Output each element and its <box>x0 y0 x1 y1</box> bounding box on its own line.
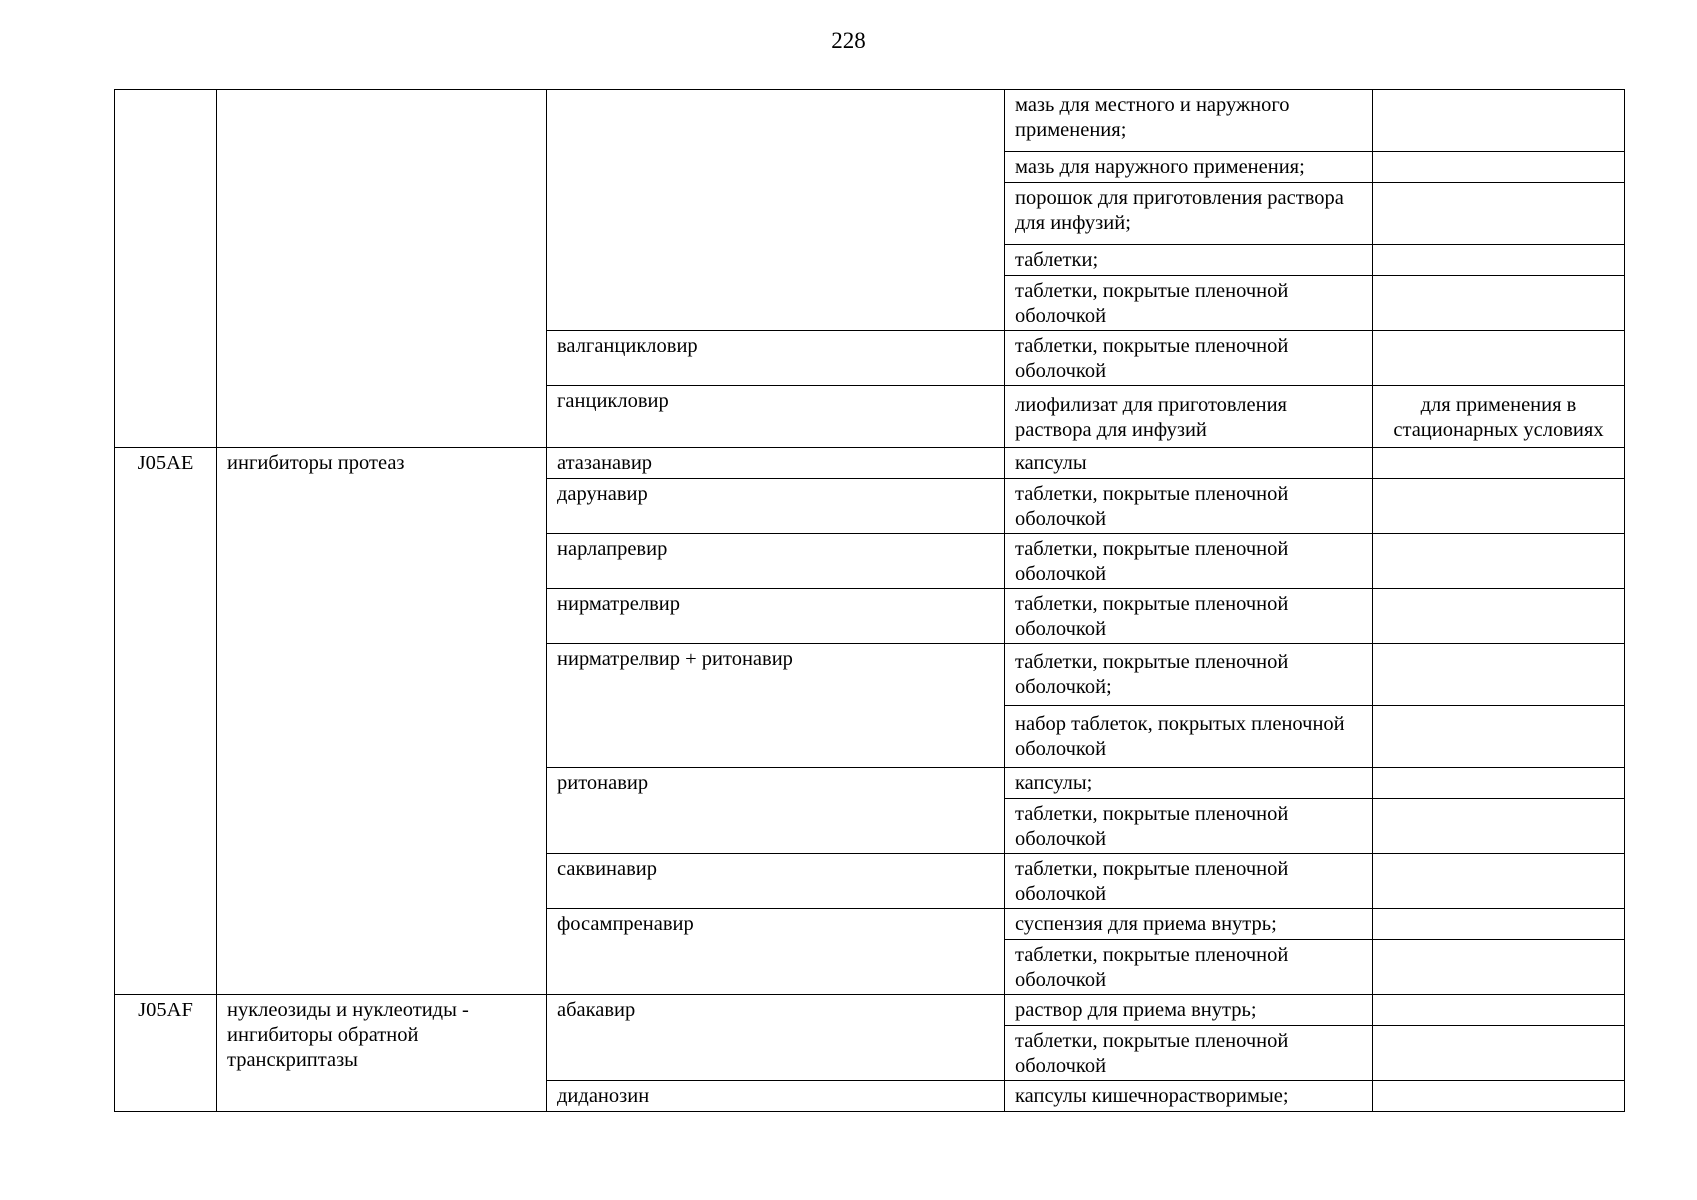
note-cell <box>1373 534 1625 589</box>
dosage-form-cell: таблетки, покрытые пленочной оболочкой <box>1005 534 1373 589</box>
note-cell: для применения в стационарных условиях <box>1373 386 1625 448</box>
group-name-cell <box>217 90 547 448</box>
note-cell <box>1373 479 1625 534</box>
note-cell <box>1373 644 1625 706</box>
dosage-form-cell: набор таблеток, покрытых пленочной оболочкой <box>1005 706 1373 768</box>
dosage-form-cell: капсулы кишечнорастворимые; <box>1005 1081 1373 1112</box>
note-cell <box>1373 331 1625 386</box>
drug-name-cell: ганцикловир <box>547 386 1005 448</box>
note-cell <box>1373 799 1625 854</box>
note-cell <box>1373 245 1625 276</box>
dosage-form-cell: таблетки, покрытые пленочной оболочкой <box>1005 854 1373 909</box>
table-row <box>115 448 1625 479</box>
drug-name-cell <box>547 90 1005 331</box>
note-cell <box>1373 90 1625 152</box>
dosage-form-cell: порошок для приготовления раствора для инфузий; <box>1005 183 1373 245</box>
atc-code-cell: J05AE <box>115 448 217 995</box>
dosage-form-cell: капсулы <box>1005 448 1373 479</box>
dosage-form-cell: таблетки, покрытые пленочной оболочкой <box>1005 799 1373 854</box>
drug-name-cell: ритонавир <box>547 768 1005 854</box>
dosage-form-cell: таблетки, покрытые пленочной оболочкой <box>1005 940 1373 995</box>
dosage-form-cell: таблетки; <box>1005 245 1373 276</box>
drug-name-cell: атазанавир <box>547 448 1005 479</box>
dosage-form-cell: мазь для наружного применения; <box>1005 152 1373 183</box>
group-name-cell: ингибиторы протеаз <box>217 448 547 995</box>
dosage-form-cell: раствор для приема внутрь; <box>1005 995 1373 1026</box>
dosage-form-cell: мазь для местного и наружного применения; <box>1005 90 1373 152</box>
table-row <box>115 90 1625 152</box>
drug-name-cell: дарунавир <box>547 479 1005 534</box>
note-cell <box>1373 940 1625 995</box>
dosage-form-cell: таблетки, покрытые пленочной оболочкой; <box>1005 644 1373 706</box>
note-cell <box>1373 768 1625 799</box>
dosage-form-cell: таблетки, покрытые пленочной оболочкой <box>1005 1026 1373 1081</box>
atc-code-cell <box>115 90 217 448</box>
page-number: 228 <box>831 28 866 53</box>
note-cell <box>1373 1081 1625 1112</box>
note-cell <box>1373 909 1625 940</box>
note-cell <box>1373 706 1625 768</box>
note-cell <box>1373 448 1625 479</box>
dosage-form-cell: суспензия для приема внутрь; <box>1005 909 1373 940</box>
note-cell <box>1373 854 1625 909</box>
drug-name-cell: нирматрелвир <box>547 589 1005 644</box>
drug-name-cell: саквинавир <box>547 854 1005 909</box>
note-cell <box>1373 995 1625 1026</box>
dosage-form-cell: лиофилизат для приготовления раствора для инфузий <box>1005 386 1373 448</box>
note-cell <box>1373 152 1625 183</box>
dosage-form-cell: таблетки, покрытые пленочной оболочкой <box>1005 276 1373 331</box>
note-cell <box>1373 276 1625 331</box>
note-cell <box>1373 1026 1625 1081</box>
drug-name-cell: валганцикловир <box>547 331 1005 386</box>
dosage-form-cell: таблетки, покрытые пленочной оболочкой <box>1005 479 1373 534</box>
atc-code-cell: J05AF <box>115 995 217 1112</box>
note-cell <box>1373 589 1625 644</box>
drug-name-cell: диданозин <box>547 1081 1005 1112</box>
drug-name-cell: нирматрелвир + ритонавир <box>547 644 1005 768</box>
table-row <box>115 995 1625 1026</box>
drug-name-cell: абакавир <box>547 995 1005 1081</box>
drug-name-cell: нарлапревир <box>547 534 1005 589</box>
dosage-form-cell: таблетки, покрытые пленочной оболочкой <box>1005 589 1373 644</box>
dosage-form-cell: капсулы; <box>1005 768 1373 799</box>
drug-table <box>114 89 1625 1112</box>
dosage-form-cell: таблетки, покрытые пленочной оболочкой <box>1005 331 1373 386</box>
group-name-cell: нуклеозиды и нуклеотиды - ингибиторы обратной транскриптазы <box>217 995 547 1112</box>
drug-name-cell: фосампренавир <box>547 909 1005 995</box>
note-cell <box>1373 183 1625 245</box>
